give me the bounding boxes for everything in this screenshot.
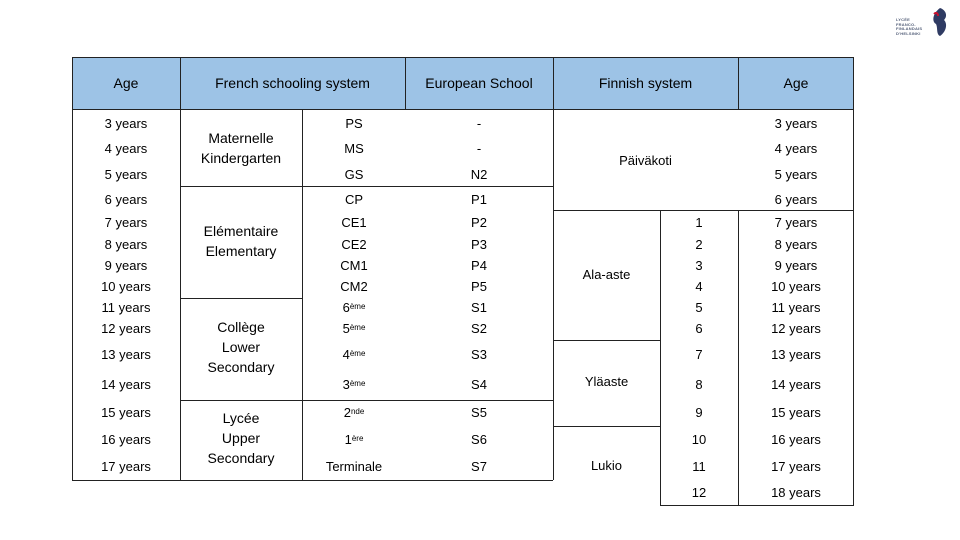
- age-left-cell: 3 years: [104, 115, 148, 131]
- age-left-cell: 14 years: [101, 376, 151, 392]
- french-class-cell: 1 ère: [344, 431, 364, 447]
- logo-text-line: LYCÉE: [896, 17, 910, 22]
- age-left-cell: 15 years: [101, 404, 151, 420]
- age-right-cell: 9 years: [774, 257, 818, 273]
- age-left-cell: 4 years: [104, 140, 148, 156]
- age-right-cell: 13 years: [771, 346, 821, 362]
- header-bottom-border: [72, 109, 854, 110]
- french-stage-line: Maternelle: [208, 130, 274, 146]
- european-class-cell: P4: [471, 257, 487, 273]
- age-left-cell: 13 years: [101, 346, 151, 362]
- french-stage-line: Lower: [221, 339, 261, 355]
- european-class-cell: S2: [471, 320, 487, 336]
- french-stage-line: Elémentaire: [203, 223, 279, 239]
- header-age-right: Age: [783, 75, 809, 91]
- french-class-label: CM2: [340, 278, 368, 294]
- french-stage-line: Elementary: [205, 243, 277, 259]
- european-class-cell: S5: [471, 404, 487, 420]
- logo-text-line: FRANCO-: [896, 21, 916, 27]
- french-stage-cell: [180, 408, 302, 468]
- french-class-label: GS: [344, 166, 364, 182]
- table-rule: [738, 210, 739, 505]
- age-right-cell: 3 years: [774, 115, 818, 131]
- header-french-system: French schooling system: [215, 75, 370, 91]
- european-class-cell: S3: [471, 346, 487, 362]
- finnish-grade-cell: 12: [691, 484, 707, 500]
- header-age-left: Age: [113, 75, 139, 91]
- table-rule: [660, 210, 661, 480]
- french-class-label: 6: [342, 299, 350, 315]
- age-right-cell: 12 years: [771, 320, 821, 336]
- header-european-school: European School: [425, 75, 533, 91]
- european-class-cell: P5: [471, 278, 487, 294]
- table-rule: [660, 480, 661, 505]
- finnish-grade-cell: 4: [695, 278, 703, 294]
- french-class-cell: 6 ème: [342, 299, 366, 315]
- french-class-label: 4: [342, 346, 350, 362]
- age-left-cell: 10 years: [101, 278, 151, 294]
- age-right-cell: 16 years: [771, 431, 821, 447]
- french-stage-line: Upper: [221, 430, 261, 446]
- age-left-cell: 17 years: [101, 458, 151, 474]
- finnish-stage-cell: Päiväkoti: [619, 152, 672, 168]
- french-class-label: 2: [343, 404, 351, 420]
- french-stage-line: Secondary: [207, 359, 275, 375]
- table-rule: [302, 109, 303, 480]
- finnish-grade-cell: 7: [695, 346, 703, 362]
- french-stage-line: Kindergarten: [200, 150, 282, 166]
- age-right-cell: 5 years: [774, 166, 818, 182]
- table-left-border: [72, 57, 73, 480]
- marianne-logo-icon: [926, 6, 950, 40]
- age-right-cell: 6 years: [774, 191, 818, 207]
- age-right-cell: 8 years: [774, 236, 818, 252]
- french-stage-cell: [180, 221, 302, 261]
- age-right-cell: 15 years: [771, 404, 821, 420]
- european-class-cell: S4: [471, 376, 487, 392]
- table-right-border: [853, 57, 854, 505]
- french-class-cell: [302, 138, 406, 158]
- french-stage-cell: [180, 317, 302, 377]
- european-class-cell: S1: [471, 299, 487, 315]
- french-stage-line: Collège: [217, 319, 265, 335]
- french-class-label: CE1: [341, 214, 367, 230]
- french-class-cell: [302, 276, 406, 296]
- table-rule: [302, 186, 553, 187]
- european-class-cell: S6: [471, 431, 487, 447]
- french-stage-line: Secondary: [207, 450, 275, 466]
- age-left-cell: 16 years: [101, 431, 151, 447]
- french-class-cell: [302, 456, 406, 476]
- table-rule: [405, 57, 406, 109]
- french-class-label: 5: [342, 320, 350, 336]
- finnish-grade-cell: 11: [692, 458, 706, 474]
- finnish-grade-cell: 3: [695, 257, 703, 273]
- table-rule: [302, 400, 553, 401]
- european-class-cell: P1: [471, 191, 487, 207]
- table-top-border: [72, 57, 854, 58]
- finnish-grade-cell: 9: [695, 404, 703, 420]
- age-right-cell: 17 years: [771, 458, 821, 474]
- european-class-cell: N2: [470, 166, 488, 182]
- finnish-grade-cell: 2: [695, 236, 703, 252]
- french-class-label: PS: [345, 115, 363, 131]
- french-class-label: CM1: [340, 257, 368, 273]
- french-class-cell: [302, 212, 406, 232]
- table-rule: [180, 400, 302, 401]
- age-left-cell: 6 years: [104, 191, 148, 207]
- european-class-cell: -: [476, 115, 482, 131]
- table-rule: [180, 298, 302, 299]
- finnish-stage-cell: Lukio: [590, 457, 623, 473]
- french-class-cell: 5 ème: [342, 320, 366, 336]
- french-class-cell: [302, 234, 406, 254]
- age-right-cell: 11 years: [771, 299, 821, 315]
- table-bottom-border-left: [72, 480, 553, 481]
- age-right-cell: 4 years: [774, 140, 818, 156]
- french-class-cell: 2 nde: [343, 404, 365, 420]
- header-finnish-system: Finnish system: [598, 75, 693, 91]
- french-class-label: MS: [344, 140, 364, 156]
- french-class-cell: 3 ème: [342, 376, 366, 392]
- logo-text-line: FINLANDAIS: [896, 26, 923, 32]
- table-rule: [660, 505, 853, 506]
- age-left-cell: 9 years: [104, 257, 148, 273]
- table-rule: [738, 57, 739, 109]
- french-stage-line: Lycée: [222, 410, 260, 426]
- age-right-cell: 14 years: [771, 376, 821, 392]
- european-class-cell: -: [476, 140, 482, 156]
- logo-text: [896, 18, 922, 36]
- age-left-cell: 5 years: [104, 166, 148, 182]
- french-class-cell: 4 ème: [342, 346, 366, 362]
- table-rule: [180, 186, 302, 187]
- finnish-grade-cell: 10: [691, 431, 707, 447]
- european-class-cell: P2: [471, 214, 487, 230]
- french-class-label: CE2: [341, 236, 367, 252]
- table-rule: [553, 57, 554, 480]
- finnish-grade-cell: 8: [695, 376, 703, 392]
- finnish-grade-cell: 1: [695, 214, 703, 230]
- french-class-label: CP: [344, 191, 364, 207]
- french-class-cell: [302, 255, 406, 275]
- finnish-stage-cell: Yläaste: [584, 373, 629, 389]
- french-class-label: Terminale: [325, 458, 383, 474]
- age-left-cell: 8 years: [104, 236, 148, 252]
- finnish-grade-cell: 5: [695, 299, 703, 315]
- table-rule: [180, 57, 181, 480]
- school-logo: [896, 6, 952, 46]
- french-class-cell: [302, 164, 406, 184]
- european-class-cell: S7: [471, 458, 487, 474]
- table-rule: [553, 426, 660, 427]
- table-rule: [553, 340, 660, 341]
- european-class-cell: P3: [471, 236, 487, 252]
- age-right-cell: 10 years: [771, 278, 821, 294]
- finnish-primary-top: [553, 210, 853, 211]
- french-class-label: 1: [344, 431, 352, 447]
- finnish-grade-cell: 6: [695, 320, 703, 336]
- french-stage-cell: [180, 128, 302, 168]
- age-left-cell: 11 years: [101, 299, 151, 315]
- age-left-cell: 7 years: [104, 214, 148, 230]
- french-class-cell: [302, 189, 406, 209]
- french-class-cell: [302, 113, 406, 133]
- logo-text-line: D'HELSINKI: [896, 30, 921, 36]
- age-right-cell: 18 years: [771, 484, 821, 500]
- french-class-label: 3: [342, 376, 350, 392]
- finnish-stage-cell: Ala-aste: [582, 266, 631, 282]
- age-left-cell: 12 years: [101, 320, 151, 336]
- age-right-cell: 7 years: [774, 214, 818, 230]
